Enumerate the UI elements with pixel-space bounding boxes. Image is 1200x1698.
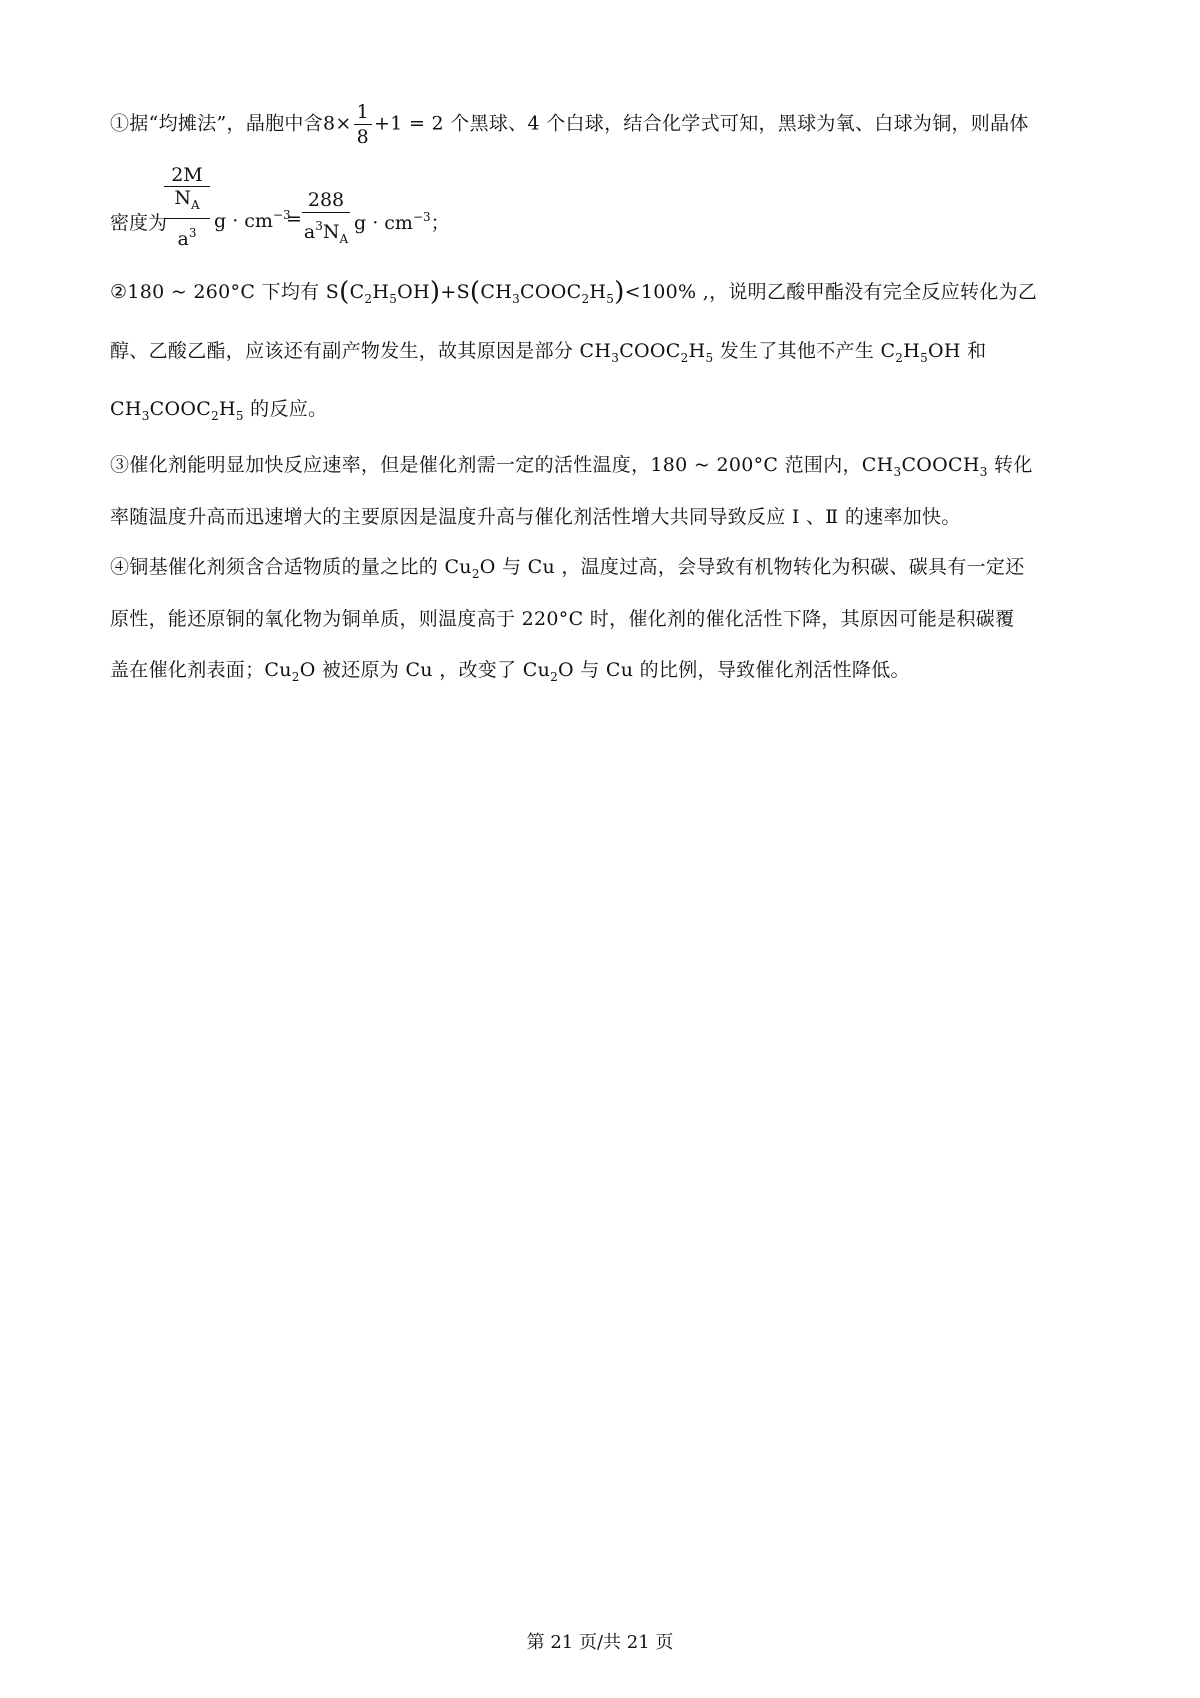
- page-number: 第 21 页/共 21 页: [526, 1632, 674, 1653]
- text-segment: OH 和: [928, 340, 987, 362]
- text-segment: H: [219, 398, 236, 420]
- text-segment: 转化: [987, 454, 1033, 476]
- subscript: 3: [979, 465, 988, 479]
- paren: (: [469, 277, 481, 307]
- text-segment: ③催化剂能明显加快反应速率，但是催化剂需一定的活性温度，180 ~ 200°C 范围内，CH: [110, 454, 894, 476]
- paragraph-1-line-1: [110, 100, 1110, 149]
- subscript: 2: [895, 351, 904, 365]
- subscript: 5: [235, 409, 244, 423]
- text-segment: CH: [110, 398, 142, 420]
- text-segment: OH: [397, 281, 430, 303]
- subscript: 3: [141, 409, 150, 423]
- text-segment: <100% ,，说明乙酸甲酯没有完全反应转化为乙: [624, 281, 1038, 303]
- text-segment: H: [688, 340, 706, 362]
- text-segment: ②180 ~ 260°C 下均有 S: [110, 281, 340, 303]
- text-segment: COOCH: [901, 454, 980, 476]
- paragraph-3-line-2: [110, 504, 1110, 530]
- text-segment: 8×: [323, 112, 352, 135]
- compound-fraction: [164, 164, 210, 253]
- text-segment: 发生了其他不产生 C: [713, 340, 896, 362]
- paren: ): [614, 277, 625, 307]
- subscript: 5: [389, 292, 398, 306]
- unit-1: [214, 208, 291, 232]
- equals-sign: =: [286, 208, 302, 230]
- text-segment: +S: [440, 281, 470, 303]
- subscript: 2: [550, 670, 559, 684]
- paren: ): [429, 277, 441, 307]
- den-text: a: [303, 221, 316, 243]
- text-segment: C: [349, 281, 365, 303]
- subscript: 5: [705, 351, 714, 365]
- text-segment: 率随温度升高而迅速增大的主要原因是温度升高与催化剂活性增大共同导致反应 Ⅰ 、Ⅱ 的速率加快。: [110, 506, 961, 528]
- text-segment: ④铜基催化剂须含合适物质的量之比的 Cu: [110, 556, 472, 578]
- text-segment: O 被还原为 Cu ，改变了 Cu: [299, 659, 551, 681]
- page-footer: [0, 1628, 1200, 1654]
- inner-den-text: N: [174, 187, 191, 209]
- outer-denominator: [164, 218, 210, 253]
- text-segment: COOC: [149, 398, 212, 420]
- unit-2: [354, 208, 450, 235]
- fraction-288: [302, 188, 350, 252]
- fraction-denominator: 8: [356, 126, 370, 148]
- paragraph-2-line-1: [110, 279, 1110, 312]
- subscript: 2: [291, 670, 300, 684]
- text-segment: COOC: [619, 340, 681, 362]
- text-segment: 醇、乙酸乙酯，应该还有副产物发生，故其原因是部分 CH: [110, 340, 612, 362]
- text-segment: 盖在催化剂表面；Cu: [110, 659, 292, 681]
- fraction-numerator: 1: [354, 100, 372, 125]
- inner-denominator: [164, 186, 210, 216]
- outer-den-superscript: 3: [188, 226, 197, 240]
- subscript: 5: [606, 292, 615, 306]
- text-segment: 原性，能还原铜的氧化物为铜单质，则温度高于 220°C 时，催化剂的催化活性下降，其原因可能是积碳覆: [110, 608, 1015, 630]
- paren: (: [339, 277, 350, 307]
- subscript: 2: [581, 292, 590, 306]
- subscript: 5: [920, 351, 929, 365]
- outer-den-text: a: [177, 228, 189, 250]
- text-segment: O 与 Cu ，温度过高，会导致有机物转化为积碳、碳具有一定还: [479, 556, 1025, 578]
- subscript: 2: [211, 409, 220, 423]
- punctuation: ；: [430, 212, 450, 234]
- density-label: 密度为: [110, 212, 168, 234]
- fraction-one-eighth: [354, 100, 372, 149]
- paragraph-4-line-1: [110, 554, 1110, 587]
- inner-den-subscript: A: [190, 198, 200, 212]
- subscript: 2: [471, 567, 480, 581]
- subscript: 3: [512, 292, 521, 306]
- fraction-denominator: [302, 212, 350, 252]
- text-segment: +1 = 2: [374, 112, 444, 135]
- text-segment: H: [372, 281, 390, 303]
- den-text: N: [322, 221, 340, 243]
- paragraph-3-line-1: [110, 452, 1110, 485]
- unit-superscript: −3: [412, 210, 431, 224]
- fraction-numerator: 288: [307, 189, 345, 211]
- paragraph-4-line-2: [110, 606, 1110, 632]
- subscript: 3: [611, 351, 620, 365]
- paragraph-2-line-2: [110, 338, 1110, 371]
- paragraph-2-line-3: [110, 396, 1110, 429]
- subscript: 2: [680, 351, 689, 365]
- text-segment: CH: [480, 281, 513, 303]
- text-segment: H: [903, 340, 921, 362]
- unit-superscript: −3: [272, 208, 291, 222]
- text-segment: O 与 Cu 的比例，导致催化剂活性降低。: [558, 659, 910, 681]
- inner-numerator: 2M: [171, 164, 203, 186]
- unit-text: g · cm: [354, 212, 413, 234]
- text-segment: 个黑球、4 个白球，结合化学式可知，黑球为氧、白球为铜，则晶体: [443, 112, 1029, 135]
- text-segment: 的反应。: [243, 398, 328, 420]
- den-superscript: 3: [315, 219, 323, 233]
- paragraph-4-line-3: [110, 657, 1110, 690]
- subscript: 2: [364, 292, 373, 306]
- text-segment: COOC: [520, 281, 582, 303]
- subscript: 3: [893, 465, 902, 479]
- text-segment: ①据“均摊法”，晶胞中含: [110, 112, 324, 135]
- den-subscript: A: [339, 232, 349, 246]
- unit-text: g · cm: [214, 210, 273, 232]
- text-segment: H: [589, 281, 607, 303]
